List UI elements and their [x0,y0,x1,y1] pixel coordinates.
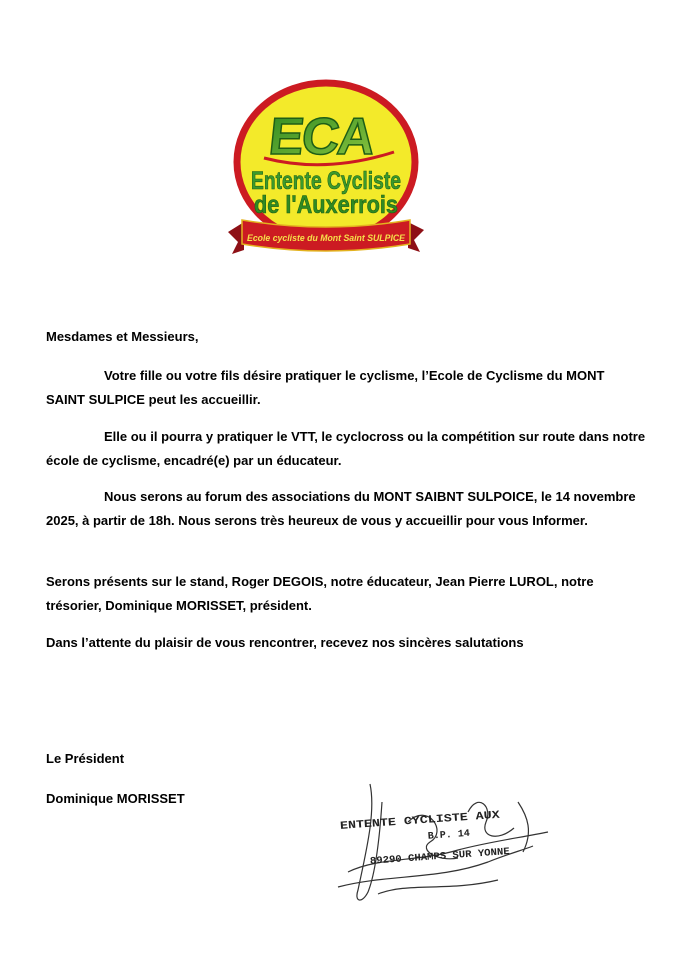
stamp-line-1: ENTENTE CYCLISTE AUX [339,811,473,833]
paragraph-1: Votre fille ou votre fils désire pratiquer le cyclisme, l’Ecole de Cyclisme du MONT SAINT SULPICE peut les accueillir. [46,368,605,407]
paragraph-3: Nous serons au forum des associations du MONT SAIBNT SULPOICE, le 14 novembre 2025, à partir de 18h. Nous serons très heureux de vous y accueillir pour vous Informer. [46,489,636,528]
eca-logo [226,82,426,267]
signature-title: Le Président [46,751,125,766]
stamp-signature [318,762,558,912]
paragraph-5: Dans l’attente du plaisir de vous rencontrer, recevez nos sincères salutations [46,635,524,650]
stamp-line-2: B.P. 14 [427,828,471,843]
logo-ribbon-text: Ecole cycliste du Mont Saint SULPICE [247,233,406,244]
paragraph-4: Serons présents sur le stand, Roger DEGOIS, notre éducateur, Jean Pierre LUROL, notre trésorier, Dominique MORISSET, président. [46,574,594,613]
salutation: Mesdames et Messieurs, [46,329,199,344]
handwritten-signature [338,784,548,900]
logo-acronym: ECA [266,108,377,166]
paragraph-2: Elle ou il pourra y pratiquer le VTT, le cyclocross ou la compétition sur route dans notre école de cyclisme, encadré(e) par un éducateur. [46,429,646,468]
logo-line2: de l'Auxerrois [254,191,398,219]
signature-name: Dominique MORISSET [46,791,185,806]
stamp-line-3: 89290 CHAMPS SUR YONNE [369,847,503,868]
logo-line1: Entente Cycliste [251,167,402,195]
